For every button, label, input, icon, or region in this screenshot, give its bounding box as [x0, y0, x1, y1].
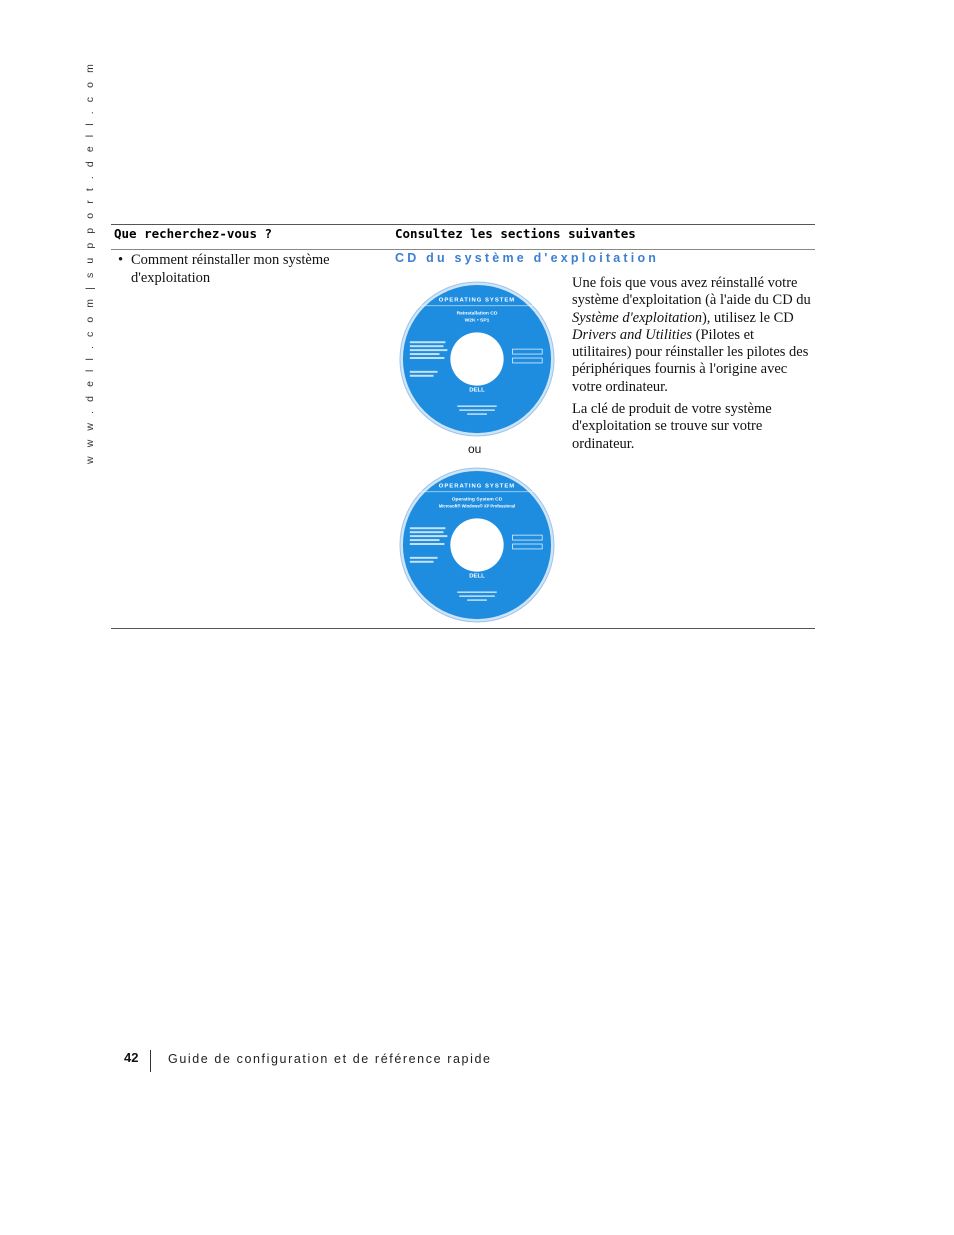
- question-bullet: • Comment réinstaller mon système d'exploitation: [118, 251, 367, 287]
- table-top-rule: [111, 224, 815, 225]
- svg-text:DELL: DELL: [469, 573, 485, 580]
- section-description: [572, 275, 814, 458]
- svg-text:Microsoft® Windows® XP Profess: Microsoft® Windows® XP Professional: [438, 503, 516, 509]
- footer-divider: [150, 1050, 151, 1072]
- operating-system-cd-image: [398, 466, 556, 624]
- table-header-rule: [111, 249, 815, 250]
- or-separator: ou: [468, 442, 482, 456]
- footer-title: Guide de configuration et de référence rapide: [168, 1052, 492, 1066]
- reinstall-drivers-paragraph: Une fois que vous avez réinstallé votre système d'exploitation (à l'aide du CD du Système d'exploitation), utilisez le CD Drivers and Utilities (Pilotes et utilitaires) pour réinstaller les pilotes des périphériques fournis à l'origine avec votre ordinateur.: [572, 275, 811, 395]
- svg-text:OPERATING SYSTEM: OPERATING SYSTEM: [438, 297, 516, 304]
- column-header-question: Que recherchez-vous ?: [114, 226, 273, 241]
- sidebar-url: w w w . d e l l . c o m | s u p p o r t . d e l l . c o m: [84, 61, 96, 464]
- svg-text:OPERATING SYSTEM: OPERATING SYSTEM: [438, 483, 516, 490]
- operating-system-cd-image: [398, 280, 556, 438]
- product-key-paragraph: La clé de produit de votre système d'exploitation se trouve sur votre ordinateur.: [572, 401, 772, 452]
- table-bottom-rule: [111, 628, 815, 629]
- svg-text:DELL: DELL: [469, 387, 485, 394]
- column-header-sections: Consultez les sections suivantes: [395, 226, 636, 241]
- section-title: CD du système d'exploitation: [395, 251, 660, 265]
- svg-text:Operating System CD: Operating System CD: [451, 497, 503, 503]
- page-number: 42: [124, 1050, 139, 1065]
- svg-text:Reinstallation CD: Reinstallation CD: [456, 311, 498, 317]
- svg-text:W2K • SP1: W2K • SP1: [464, 318, 490, 324]
